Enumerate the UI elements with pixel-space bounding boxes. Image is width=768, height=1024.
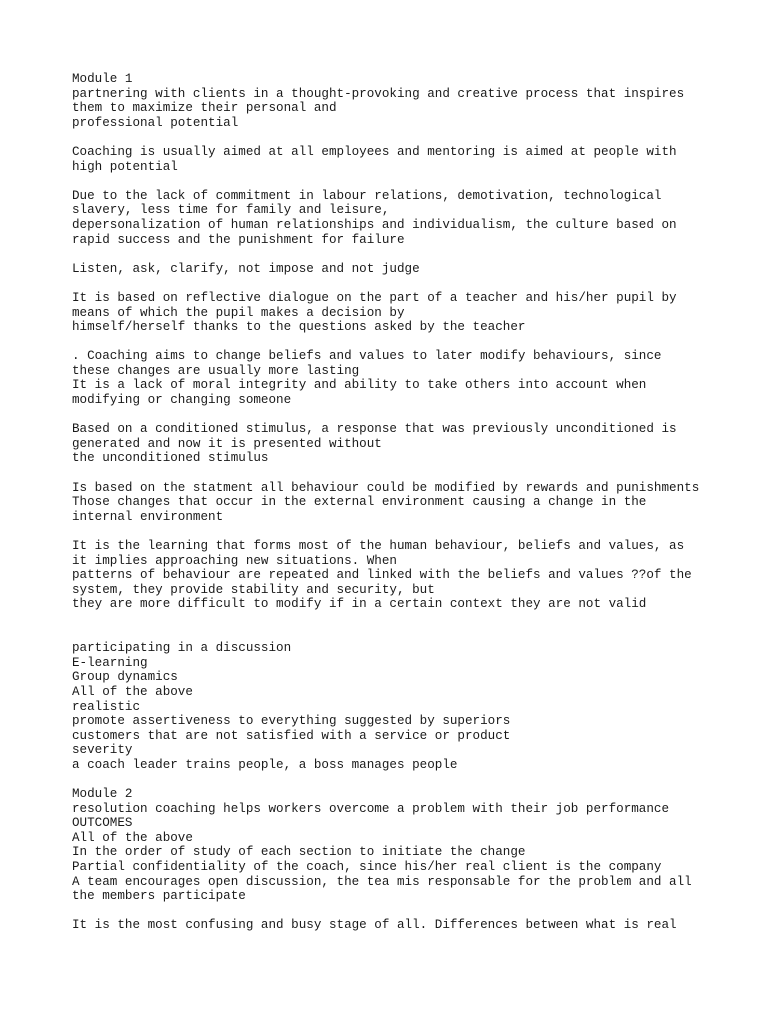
text-line: partnering with clients in a thought-provoking and creative process that inspires [72, 86, 685, 101]
text-line: OUTCOMES [72, 816, 133, 831]
text-line: the members participate [72, 889, 246, 904]
text-line: they are more difficult to modify if in a certain context they are not valid [72, 597, 647, 612]
text-line: himself/herself thanks to the questions asked by the teacher [72, 320, 526, 335]
text-line: generated and now it is presented without [72, 436, 382, 451]
blank-line [72, 130, 762, 145]
text-line: a coach leader trains people, a boss manages people [72, 757, 458, 772]
text-line: Based on a conditioned stimulus, a response that was previously unconditioned is [72, 422, 677, 437]
text-line: It is the learning that forms most of the human behaviour, beliefs and values, as [72, 539, 685, 553]
text-line: Due to the lack of commitment in labour relations, demotivation, technological [72, 188, 662, 203]
text-line: Module 2 [72, 787, 133, 802]
text-line: resolution coaching helps workers overcome a problem with their job performance [72, 801, 670, 816]
text-line: Listen, ask, clarify, not impose and not judge [72, 261, 420, 276]
text-line: internal environment [72, 509, 224, 524]
blank-line [72, 276, 762, 291]
text-line: severity [72, 743, 133, 758]
text-line: it implies approaching new situations. When [72, 553, 397, 568]
text-line: depersonalization of human relationships and individualism, the culture based on [72, 217, 677, 232]
text-line: professional potential [72, 115, 239, 130]
text-line: In the order of study of each section to initiate the change [72, 845, 526, 860]
text-line: the unconditioned stimulus [72, 451, 269, 466]
blank-line [72, 612, 762, 627]
text-line: rapid success and the punishment for failure [72, 232, 405, 247]
blank-line [72, 627, 762, 642]
text-line: Coaching is usually aimed at all employees and mentoring is aimed at people with [72, 144, 677, 159]
text-line: realistic [72, 699, 141, 714]
text-line: Module 1 [72, 72, 133, 86]
text-line: participating in a discussion [72, 641, 292, 656]
text-line: It is based on reflective dialogue on the part of a teacher and his/her pupil by [72, 290, 677, 305]
text-line: Those changes that occur in the external environment causing a change in the [72, 495, 647, 510]
blank-line [72, 524, 762, 539]
text-line: these changes are usually more lasting [72, 363, 360, 378]
text-line: . Coaching aims to change beliefs and values to later modify behaviours, since [72, 349, 662, 364]
text-line: system, they provide stability and security, but [72, 582, 435, 597]
text-line: E-learning [72, 655, 148, 670]
blank-line [72, 904, 762, 919]
text-line: It is a lack of moral integrity and ability to take others into account when [72, 378, 647, 393]
text-line: Partial confidentiality of the coach, since his/her real client is the company [72, 860, 662, 875]
text-line: All of the above [72, 830, 193, 845]
text-line: promote assertiveness to everything suggested by superiors [72, 714, 511, 729]
text-line: All of the above [72, 684, 193, 699]
text-line: modifying or changing someone [72, 393, 292, 408]
blank-line [72, 773, 762, 788]
text-line: high potential [72, 159, 178, 174]
text-line: means of which the pupil makes a decision by [72, 305, 405, 320]
document-body [72, 72, 762, 933]
text-line: them to maximize their personal and [72, 101, 337, 116]
blank-line [72, 466, 762, 481]
blank-line [72, 174, 762, 189]
blank-line [72, 335, 762, 350]
text-line: slavery, less time for family and leisure, [72, 203, 390, 218]
blank-line [72, 247, 762, 262]
text-line: Group dynamics [72, 670, 178, 685]
text-line: A team encourages open discussion, the tea mis responsable for the problem and all [72, 874, 692, 889]
text-line: patterns of behaviour are repeated and linked with the beliefs and values ??of the [72, 568, 692, 583]
text-line: Is based on the statment all behaviour could be modified by rewards and punishments [72, 480, 700, 495]
text-line: customers that are not satisfied with a service or product [72, 728, 511, 743]
blank-line [72, 408, 762, 423]
text-line: It is the most confusing and busy stage of all. Differences between what is real [72, 918, 677, 933]
